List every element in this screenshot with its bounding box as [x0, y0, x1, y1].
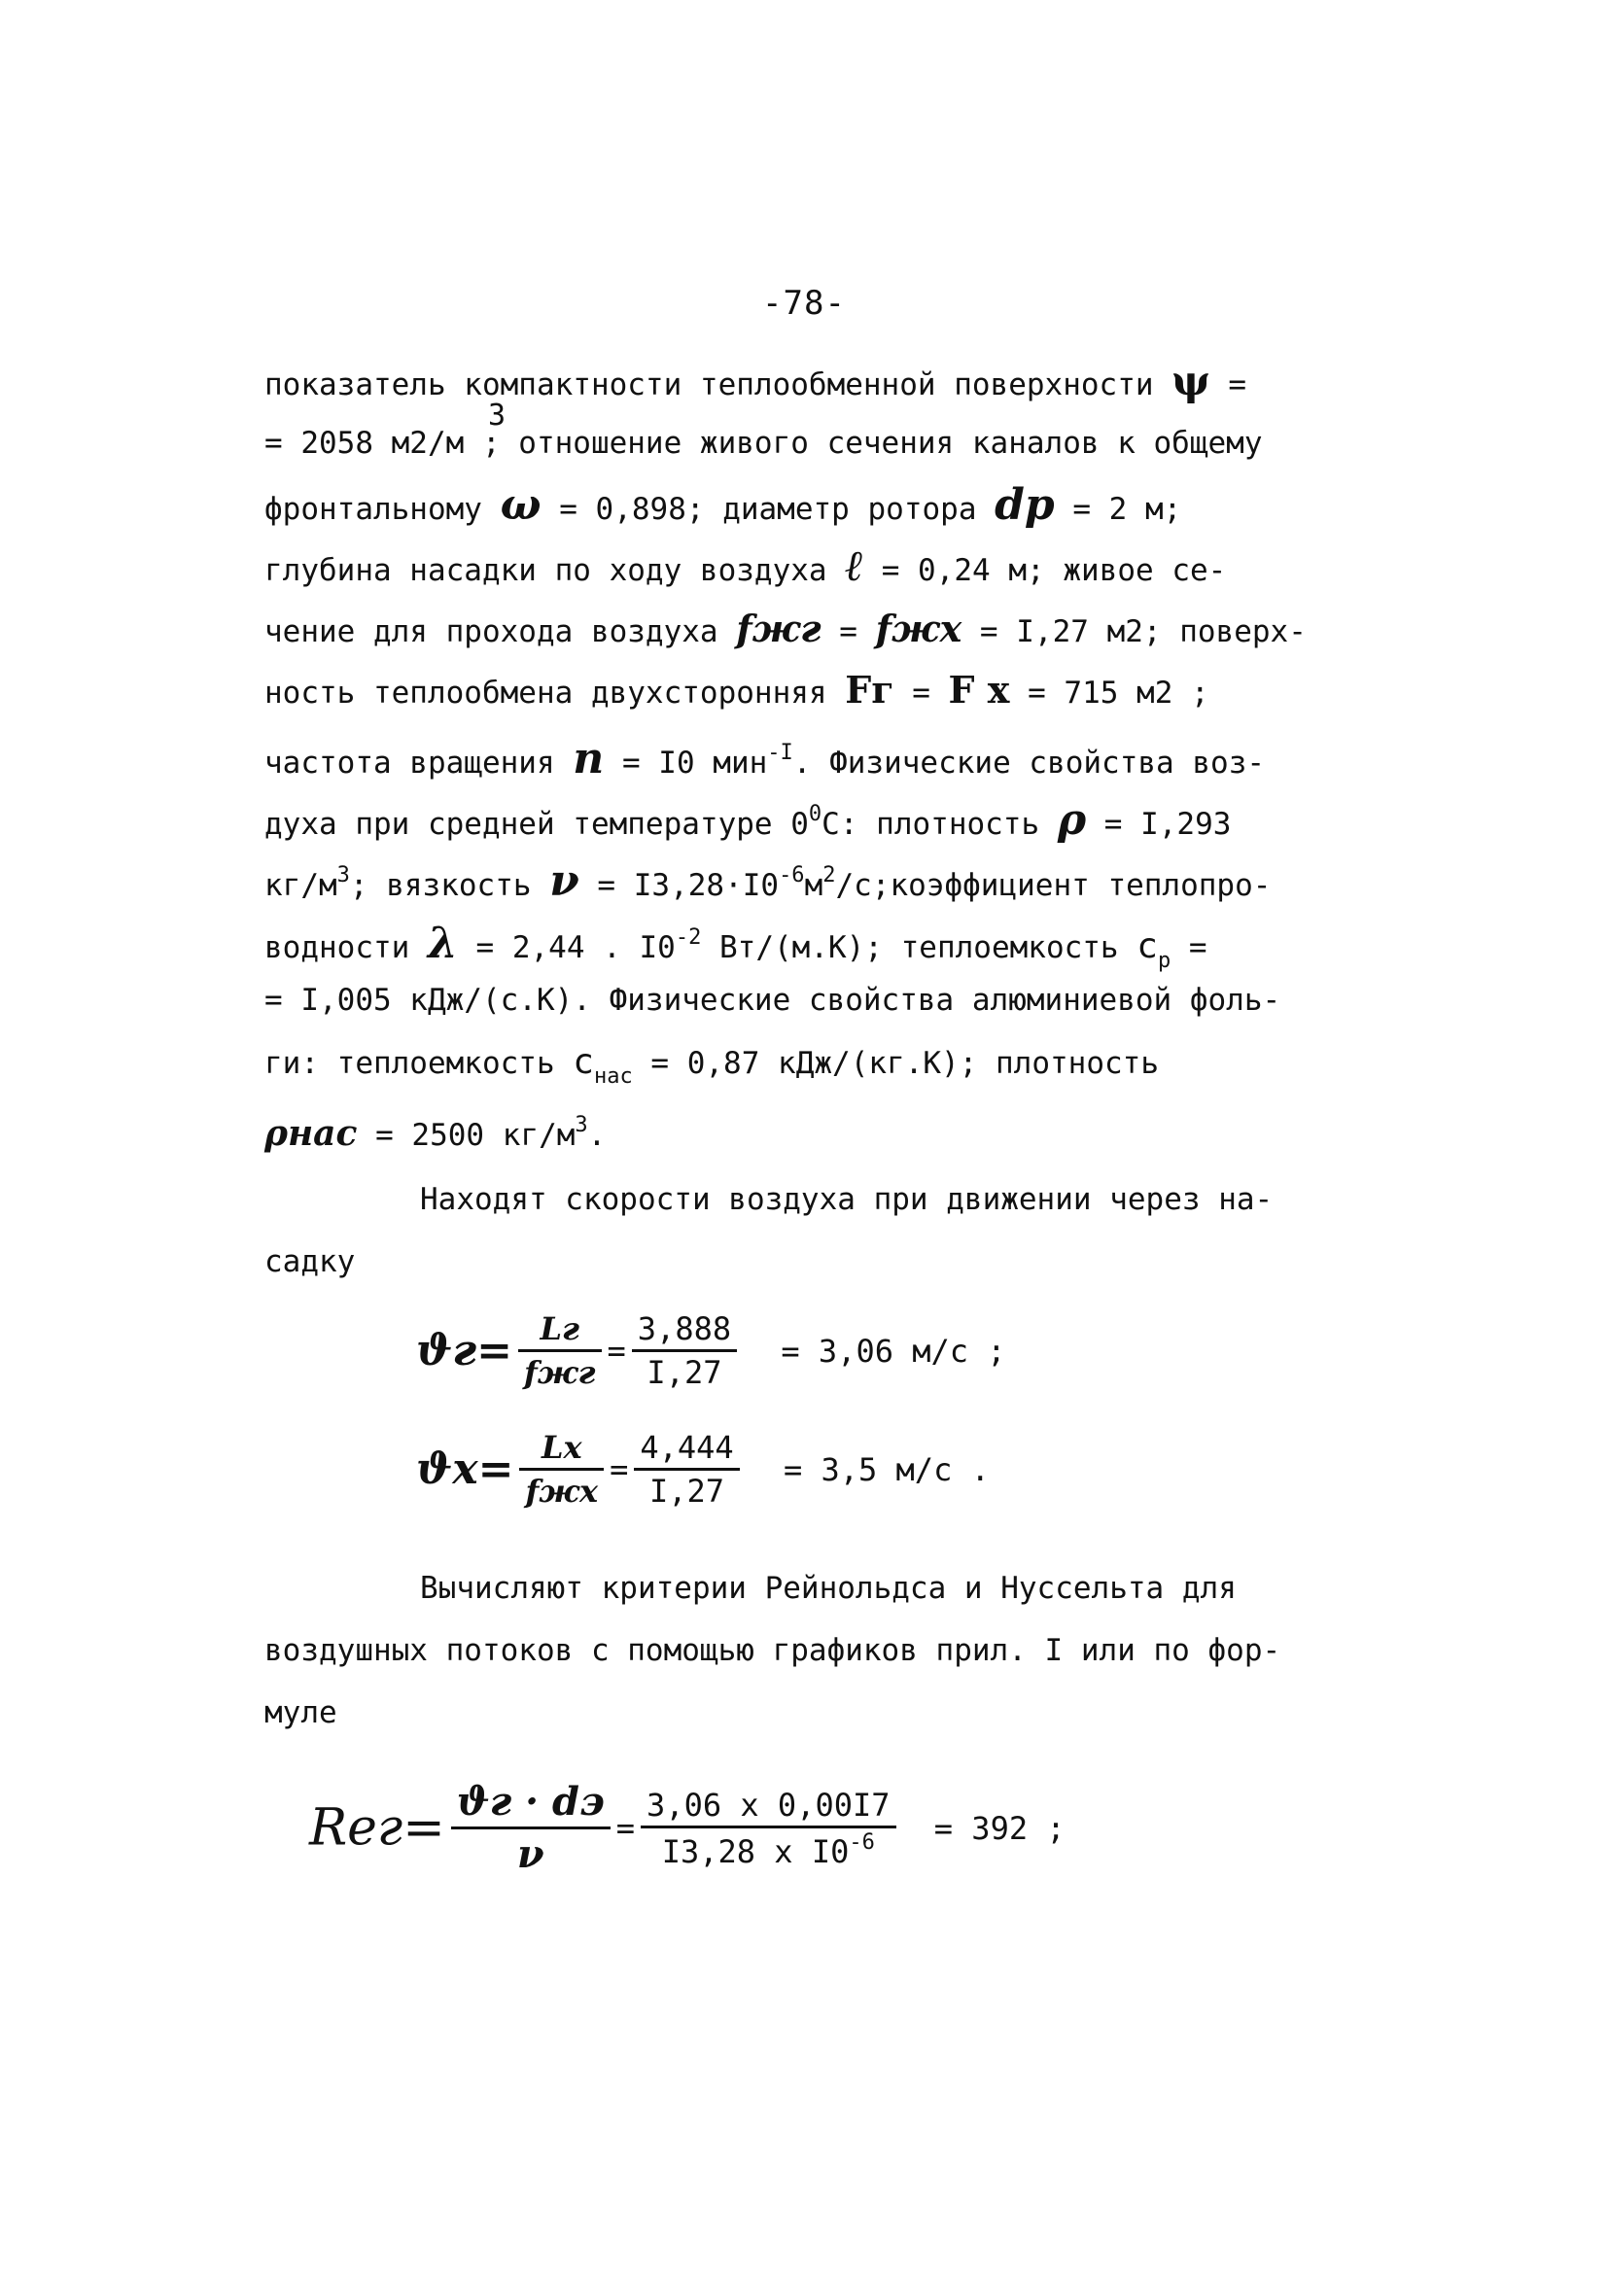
equation-velocity-hot	[416, 1310, 1006, 1391]
text-span: =	[1228, 367, 1247, 402]
equals-sign: =	[607, 1332, 626, 1370]
denominator: I,27	[647, 1354, 722, 1391]
psi-symbol: ψ	[1171, 357, 1210, 404]
text-line	[264, 856, 1353, 905]
text-span: = 0,87 кДж/(кг.К); плотность	[650, 1046, 1159, 1081]
depth-symbol: ℓ	[845, 541, 864, 591]
text-line: Находят скорости воздуха при движении через на-	[420, 1182, 1274, 1217]
text-span: ; вязкость	[349, 868, 532, 903]
denominator	[641, 1828, 895, 1870]
superscript: 2	[822, 863, 836, 887]
text-line: садку	[264, 1244, 356, 1279]
text-span: духа при средней температуре 0	[264, 807, 809, 842]
equation-reynolds	[309, 1779, 1066, 1877]
text-span: кг/м	[264, 868, 337, 903]
text-span: = 715 м2 ;	[1028, 676, 1209, 711]
text-line	[264, 480, 1353, 530]
text-span: = 0,24 м; живое се-	[881, 553, 1227, 588]
text-span: чение для прохода воздуха	[264, 614, 718, 649]
numerator: Lх	[519, 1429, 604, 1471]
fraction	[518, 1310, 602, 1391]
omega-symbol: ω	[500, 480, 542, 530]
equation-result: = 3,06 м/с ;	[781, 1332, 1006, 1370]
text-span: частота вращения	[264, 746, 555, 781]
text-line: муле	[264, 1695, 337, 1730]
subscript: нас	[593, 1064, 633, 1089]
text-line	[264, 734, 1353, 783]
equals-sign: =	[610, 1450, 629, 1488]
surface-cold-symbol: F х	[948, 668, 1010, 712]
equation-lhs: ϑх=	[416, 1444, 514, 1494]
text-span: = I3,28·I0	[597, 868, 780, 903]
equation-result: = 392 ;	[933, 1809, 1066, 1847]
numerator: 3,888	[632, 1310, 737, 1352]
equation-result: = 3,5 м/с .	[783, 1450, 990, 1488]
density-symbol: ρ	[1057, 795, 1087, 845]
text-span: ги: теплоемкость	[264, 1046, 555, 1081]
text-span: = 2500 кг/м	[375, 1118, 576, 1153]
section-cold-symbol: fжх	[875, 607, 962, 650]
text-span: = I0 мин	[621, 746, 768, 781]
text-span: = 2,44 . I0	[475, 930, 676, 965]
rotation-symbol: n	[573, 734, 605, 783]
numerator: ϑг · dэ	[451, 1779, 611, 1829]
text-span: = I,293	[1103, 807, 1232, 842]
numerator: Lг	[518, 1310, 602, 1352]
text-span: /с;коэффициент теплопро-	[835, 868, 1272, 903]
numerator: 3,06 x 0,00I7	[641, 1787, 895, 1828]
viscosity-symbol: ν	[549, 856, 579, 906]
text-span: = 0,898; диаметр ротора	[559, 492, 977, 527]
text-line: = 2058 м2/м ; отношение живого сечения каналов к общему	[264, 426, 1263, 461]
surface-hot-symbol: Fг	[845, 668, 894, 712]
fraction	[641, 1787, 895, 1870]
superscript: 3	[336, 863, 350, 887]
text-span: ность теплообмена двухсторонняя	[264, 676, 827, 711]
equation-velocity-cold	[416, 1429, 990, 1510]
fraction	[634, 1429, 739, 1510]
text-span: =	[839, 614, 857, 649]
text-line	[264, 1043, 1353, 1096]
conductivity-symbol: λ	[427, 919, 458, 968]
text-span: .	[587, 1118, 607, 1153]
equation-lhs: Reг=	[309, 1798, 445, 1858]
subscript: p	[1157, 949, 1171, 973]
text-span: =	[1188, 930, 1207, 965]
fraction	[451, 1779, 611, 1877]
text-span: . Физические свойства воз-	[792, 746, 1266, 781]
superscript: 0	[808, 802, 822, 826]
text-span: м	[804, 868, 823, 903]
denominator: ν	[516, 1831, 544, 1877]
superscript: 3	[575, 1113, 588, 1137]
superscript: -I	[767, 741, 793, 765]
text-line	[264, 795, 1353, 844]
text-span: фронтальному	[264, 492, 482, 527]
denominator-text: I3,28 x I0	[661, 1832, 850, 1870]
text-line: = I,005 кДж/(с.К). Физические свойства алюминиевой фоль-	[264, 983, 1281, 1018]
equation-lhs: ϑг=	[416, 1326, 512, 1375]
text-span: =	[912, 676, 930, 711]
foil-density-symbol: ρнас	[264, 1113, 358, 1154]
denominator: fжх	[525, 1473, 599, 1510]
text-line	[264, 609, 1353, 651]
text-line	[264, 357, 1353, 404]
foil-capacity-symbol: c	[573, 1042, 594, 1082]
text-span: С: плотность	[821, 807, 1040, 842]
superscript: -6	[779, 863, 805, 887]
unit-superscript: 3	[488, 399, 507, 433]
text-line	[264, 1106, 1353, 1155]
equals-sign: =	[615, 1809, 636, 1847]
text-span: = I,27 м2; поверх-	[979, 614, 1307, 649]
text-line	[264, 668, 1353, 713]
superscript: -2	[675, 925, 702, 950]
heat-capacity-symbol: c	[1136, 926, 1158, 966]
text-span: Вт/(м.К); теплоемкость	[719, 930, 1119, 965]
section-hot-symbol: fжг	[736, 607, 821, 650]
text-line	[264, 541, 1353, 591]
text-span: водности	[264, 930, 410, 965]
text-line	[264, 919, 1353, 981]
text-span: глубина насадки по ходу воздуха	[264, 553, 827, 588]
text-span: показатель компактности теплообменной поверхности	[264, 367, 1154, 402]
rotor-diameter-symbol: dp	[995, 480, 1055, 530]
superscript: -6	[849, 1829, 875, 1855]
denominator: fжг	[523, 1354, 596, 1391]
numerator: 4,444	[634, 1429, 739, 1471]
text-span: = 2 м;	[1072, 492, 1182, 527]
denominator: I,27	[648, 1473, 725, 1510]
text-line: воздушных потоков с помощью графиков прил. I или по фор-	[264, 1633, 1281, 1668]
fraction	[632, 1310, 737, 1391]
text-line: Вычисляют критерии Рейнольдса и Нуссельта для	[420, 1571, 1237, 1606]
fraction	[519, 1429, 604, 1510]
page-number: -78-	[762, 284, 846, 323]
